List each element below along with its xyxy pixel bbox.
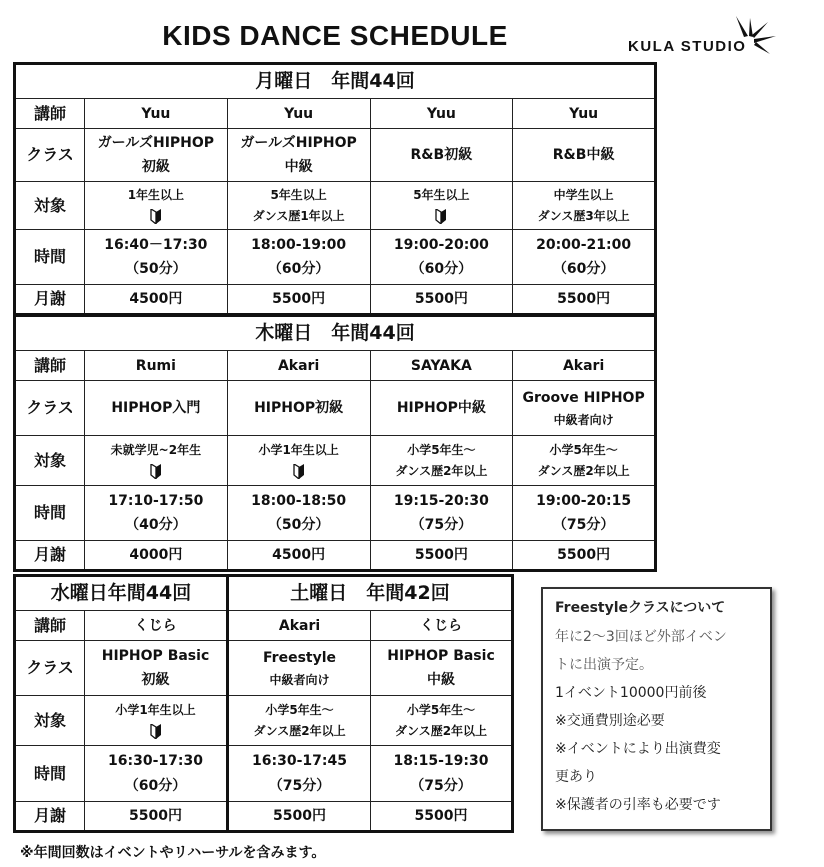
time-range: 18:00-18:50 (251, 492, 347, 509)
table-header: 木曜日 年間44回 (15, 316, 656, 351)
target-cell (85, 436, 228, 486)
duration: （60分） (124, 777, 187, 794)
target-text-2: ダンス歴2年以上 (394, 723, 488, 738)
class-name: R&B中級 (552, 147, 615, 163)
time-cell (227, 486, 370, 541)
fee-cell: 4000円 (85, 541, 228, 571)
class-level: 中級者向け (553, 413, 614, 427)
fee-cell: 4500円 (85, 285, 228, 315)
brush-stroke-icon (724, 14, 780, 60)
fee-cell: 5500円 (370, 541, 513, 571)
instructor-cell: Yuu (513, 99, 656, 129)
row-label-class: クラス (15, 381, 85, 436)
time-range: 18:00-19:00 (251, 236, 347, 253)
class-name: ガールズHIPHOP (240, 134, 357, 151)
page-title: KIDS DANCE SCHEDULE (162, 20, 508, 51)
beginner-mark-icon (293, 464, 305, 479)
class-name: Groove HIPHOP (522, 389, 645, 406)
instructor-cell: Akari (513, 351, 656, 381)
time-range: 16:30-17:30 (108, 753, 203, 770)
beginner-mark-icon (150, 724, 162, 739)
class-cell (85, 129, 228, 182)
beginner-mark-icon (150, 209, 162, 224)
target-text: 小学5年生～ (406, 702, 476, 717)
target-cell (85, 696, 228, 746)
instructor-cell: Akari (227, 351, 370, 381)
instructor-cell: Akari (228, 611, 371, 641)
row-label-instructor: 講師 (15, 99, 85, 129)
row-label-instructor: 講師 (15, 351, 85, 381)
target-text-2: ダンス歴2年以上 (395, 463, 488, 478)
instructor-cell: くじら (85, 611, 228, 641)
row-label-fee: 月謝 (15, 541, 85, 571)
row-label-class: クラス (15, 641, 85, 696)
wednesday-saturday-table (13, 574, 514, 833)
time-range: 20:00‐21:00 (536, 236, 632, 253)
duration: （50分） (267, 517, 330, 534)
row-label-target: 対象 (15, 436, 85, 486)
freestyle-info-line: トに出演予定。 (555, 657, 653, 673)
target-text: 小学5年生～ (407, 442, 476, 457)
beginner-mark-icon (435, 209, 447, 224)
target-cell (227, 182, 370, 230)
time-cell (227, 230, 370, 285)
class-cell (85, 641, 228, 696)
beginner-mark-icon (150, 464, 162, 479)
target-text: 小学1年生以上 (258, 442, 339, 457)
freestyle-info-line: 1イベント10000円前後 (555, 685, 707, 701)
instructor-cell: Yuu (370, 99, 513, 129)
target-cell (85, 182, 228, 230)
class-level: 中級者向け (269, 673, 330, 687)
target-cell (371, 696, 513, 746)
class-name: HIPHOP中級 (396, 400, 486, 416)
time-cell (228, 746, 371, 802)
freestyle-info-box (541, 587, 772, 831)
time-cell (85, 746, 228, 802)
target-cell (513, 436, 656, 486)
fee-cell: 5500円 (370, 285, 513, 315)
time-range: 19:00-20:15 (536, 492, 632, 509)
freestyle-info-line: ※イベントにより出演費変 (555, 741, 721, 757)
target-text-2: ダンス歴3年以上 (537, 208, 630, 223)
target-cell (227, 436, 370, 486)
row-label-class: クラス (15, 129, 85, 182)
class-cell (228, 641, 371, 696)
freestyle-info-line: 年に2～3回ほど外部イベン (555, 629, 727, 645)
class-cell (227, 129, 370, 182)
time-cell (370, 486, 513, 541)
monday-table (13, 62, 657, 316)
table-header-saturday: 土曜日 年間42回 (228, 576, 513, 611)
fee-cell: 5500円 (227, 285, 370, 315)
row-label-time: 時間 (15, 486, 85, 541)
instructor-cell: Yuu (227, 99, 370, 129)
target-text: 5年生以上 (413, 187, 470, 202)
target-text: 5年生以上 (270, 187, 327, 202)
freestyle-info-line: 更あり (555, 769, 597, 785)
class-level: 初級 (141, 159, 170, 176)
target-text: 小学5年生～ (549, 442, 618, 457)
freestyle-info-line: ※交通費別途必要 (555, 713, 665, 729)
row-label-fee: 月謝 (15, 802, 85, 832)
table-header: 月曜日 年間44回 (15, 64, 656, 99)
instructor-cell: SAYAKA (370, 351, 513, 381)
duration: （75分） (552, 517, 615, 534)
class-level: 中級 (427, 672, 455, 689)
time-range: 16:40－17:30 (104, 236, 208, 253)
thursday-table (13, 314, 657, 572)
class-cell (513, 381, 656, 436)
table-header-wednesday: 水曜日年間44回 (15, 576, 228, 611)
time-cell (85, 230, 228, 285)
class-cell (370, 129, 513, 182)
class-cell (85, 381, 228, 436)
fee-cell: 5500円 (513, 285, 656, 315)
duration: （75分） (410, 777, 472, 794)
target-cell (513, 182, 656, 230)
target-text: 未就学児~2年生 (110, 442, 202, 457)
duration: （40分） (125, 517, 187, 534)
row-label-time: 時間 (15, 230, 85, 285)
row-label-fee: 月謝 (15, 285, 85, 315)
duration: （60分） (410, 261, 473, 278)
class-name: HIPHOP Basic (387, 647, 495, 664)
time-range: 16:30‐17:45 (252, 753, 347, 770)
freestyle-info-line: ※保護者の引率も必要です (555, 797, 721, 813)
logo-text: KULA STUDIO (628, 38, 747, 55)
fee-cell: 5500円 (228, 802, 371, 832)
target-text: 1年生以上 (127, 187, 185, 202)
class-level: 初級 (141, 672, 170, 689)
class-cell (227, 381, 370, 436)
class-name: HIPHOP入門 (111, 400, 201, 416)
target-cell (370, 436, 513, 486)
duration: （50分） (125, 261, 187, 278)
class-name: R&B初級 (410, 147, 473, 163)
time-range: 19:00-20:00 (393, 236, 489, 253)
class-name: HIPHOP初級 (254, 400, 344, 416)
class-name: HIPHOP Basic (101, 647, 210, 664)
footnote: ※年間回数はイベントやリハーサルを含みます。 (20, 845, 326, 861)
target-cell (370, 182, 513, 230)
target-text: 中学生以上 (553, 187, 614, 202)
time-range: 17:10-17:50 (108, 492, 204, 509)
row-label-instructor: 講師 (15, 611, 85, 641)
duration: （75分） (268, 777, 331, 794)
time-cell (371, 746, 513, 802)
time-cell (370, 230, 513, 285)
class-cell (370, 381, 513, 436)
fee-cell: 5500円 (513, 541, 656, 571)
row-label-target: 対象 (15, 182, 85, 230)
class-name: Freestyle (263, 649, 337, 666)
target-cell (228, 696, 371, 746)
duration: （75分） (410, 517, 473, 534)
time-cell (513, 230, 656, 285)
target-text: 小学1年生以上 (115, 702, 196, 717)
fee-cell: 5500円 (85, 802, 228, 832)
row-label-target: 対象 (15, 696, 85, 746)
studio-logo (628, 14, 788, 62)
time-range: 19:15-20:30 (393, 492, 489, 509)
time-range: 18:15‐19:30 (393, 753, 489, 770)
class-cell (513, 129, 656, 182)
time-cell (513, 486, 656, 541)
fee-cell: 5500円 (371, 802, 513, 832)
target-text-2: ダンス歴2年以上 (253, 723, 346, 738)
fee-cell: 4500円 (227, 541, 370, 571)
target-text-2: ダンス歴1年以上 (252, 208, 345, 223)
class-level: 中級 (284, 159, 313, 176)
duration: （60分） (267, 261, 330, 278)
class-cell (371, 641, 513, 696)
freestyle-info-title: Freestyleクラスについて (555, 600, 726, 616)
row-label-time: 時間 (15, 746, 85, 802)
instructor-cell: Rumi (85, 351, 228, 381)
instructor-cell: Yuu (85, 99, 228, 129)
target-text-2: ダンス歴2年以上 (537, 463, 630, 478)
target-text: 小学5年生～ (265, 702, 334, 717)
class-name: ガールズHIPHOP (97, 134, 215, 151)
duration: （60分） (552, 261, 615, 278)
instructor-cell: くじら (371, 611, 513, 641)
time-cell (85, 486, 228, 541)
